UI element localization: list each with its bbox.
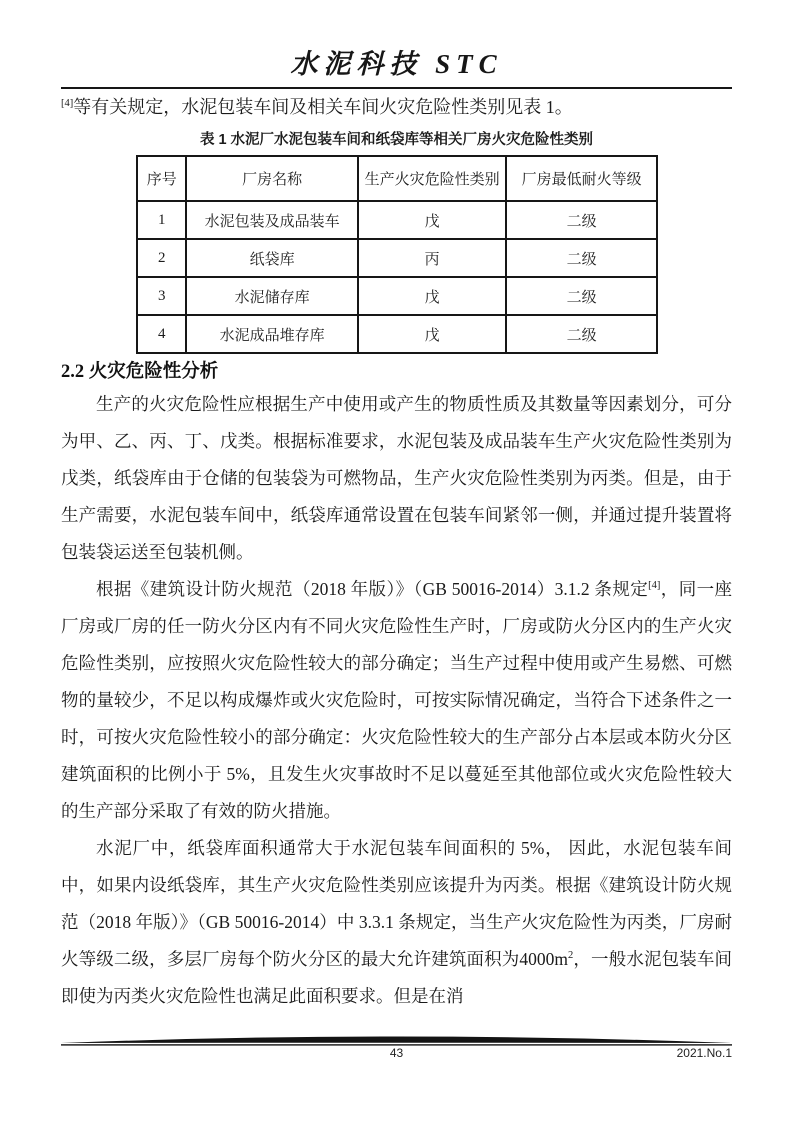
cell-building-name: 水泥储存库 [186, 277, 358, 315]
cell-hazard-class: 戊 [358, 315, 506, 353]
cell-index: 4 [137, 315, 186, 353]
paragraph-3-text: 水泥厂中，纸袋库面积通常大于水泥包装车间面积的 5%， 因此，水泥包装车间中，如果内设纸袋库，其生产火灾危险性类别应该提升为丙类。根据《建筑设计防火规范（2018 年版）》（GB 50016-2014）中 3.3.1 条规定，当生产火灾危险性为丙类，厂房耐火等级二级，多层厂房每个防火分区的最大允许建筑面积为4000m [61, 838, 732, 969]
paragraph-2-text: 根据《建筑设计防火规范（2018 年版）》（GB 50016-2014）3.1.2 条规定 [96, 579, 649, 599]
journal-title: 水泥科技 STC [290, 49, 503, 79]
column-header-fire-rating: 厂房最低耐火等级 [506, 156, 657, 201]
paragraph-1: 生产的火灾危险性应根据生产中使用或产生的物质性质及其数量等因素划分，可分为甲、乙、丙、丁、戊类。根据标准要求，水泥包装及成品装车生产火灾危险性类别为戊类，纸袋库由于仓储的包装袋为可燃物品，生产火灾危险性类别为丙类。但是，由于生产需要，水泥包装车间中，纸袋库通常设置在包装车间紧邻一侧，并通过提升装置将包装袋运送至包装机侧。 [61, 394, 732, 562]
cell-index: 1 [137, 201, 186, 239]
body-text [61, 386, 732, 1015]
cell-index: 2 [137, 239, 186, 277]
fire-hazard-table [136, 155, 658, 354]
intro-paragraph [61, 91, 732, 124]
cell-hazard-class: 丙 [358, 239, 506, 277]
cell-fire-rating: 二级 [506, 315, 657, 353]
citation-superscript: [4] [61, 98, 74, 109]
section-heading: 2.2 火灾危险性分析 [61, 362, 219, 382]
cell-building-name: 纸袋库 [186, 239, 358, 277]
cell-building-name: 水泥成品堆存库 [186, 315, 358, 353]
table-row [137, 315, 657, 353]
page-number: 43 [389, 1046, 404, 1060]
squared-superscript: 2 [568, 950, 574, 962]
table-caption: 表 1 水泥厂水泥包装车间和纸袋库等相关厂房火灾危险性类别 [199, 132, 594, 148]
cell-building-name: 水泥包装及成品装车 [186, 201, 358, 239]
paragraph-2 [61, 571, 732, 830]
intro-text: 等有关规定，水泥包装车间及相关车间火灾危险性类别见表 1。 [73, 97, 573, 117]
cell-hazard-class: 戊 [358, 201, 506, 239]
issue-label: 2021.No.1 [676, 1046, 732, 1060]
header-rule [61, 87, 732, 89]
column-header-index: 序号 [137, 156, 186, 201]
cell-fire-rating: 二级 [506, 239, 657, 277]
column-header-hazard-class: 生产火灾危险性类别 [358, 156, 506, 201]
table-header-row [137, 156, 657, 201]
paragraph-2-text-continued: ，同一座厂房或厂房的任一防火分区内有不同火灾危险性生产时，厂房或防火分区内的生产火灾危险性类别，应按照火灾危险性较大的部分确定；当生产过程中使用或产生易燃、可燃物的量较少，不足以构成爆炸或火灾危险时，可按实际情况确定，当符合下述条件之一时，可按火灾危险性较小的部分确定：火灾危险性较大的生产部分占本层或本防火分区建筑面积的比例小于 5%，且发生火灾事故时不足以蔓延至其他部位或火灾危险性较大的生产部分采取了有效的防火措施。 [61, 579, 733, 821]
paragraph-3-text-continued: ，一般水泥包装车间即使为丙类火灾危险性也满足此面积要求。但是在消 [61, 949, 732, 1006]
cell-fire-rating: 二级 [506, 277, 657, 315]
table-row [137, 277, 657, 315]
table-row [137, 201, 657, 239]
cell-index: 3 [137, 277, 186, 315]
table-row [137, 239, 657, 277]
cell-fire-rating: 二级 [506, 201, 657, 239]
column-header-building-name: 厂房名称 [186, 156, 358, 201]
paragraph-3 [61, 830, 732, 1015]
citation-superscript: [4] [648, 580, 661, 592]
cell-hazard-class: 戊 [358, 277, 506, 315]
page-footer [61, 1046, 732, 1064]
